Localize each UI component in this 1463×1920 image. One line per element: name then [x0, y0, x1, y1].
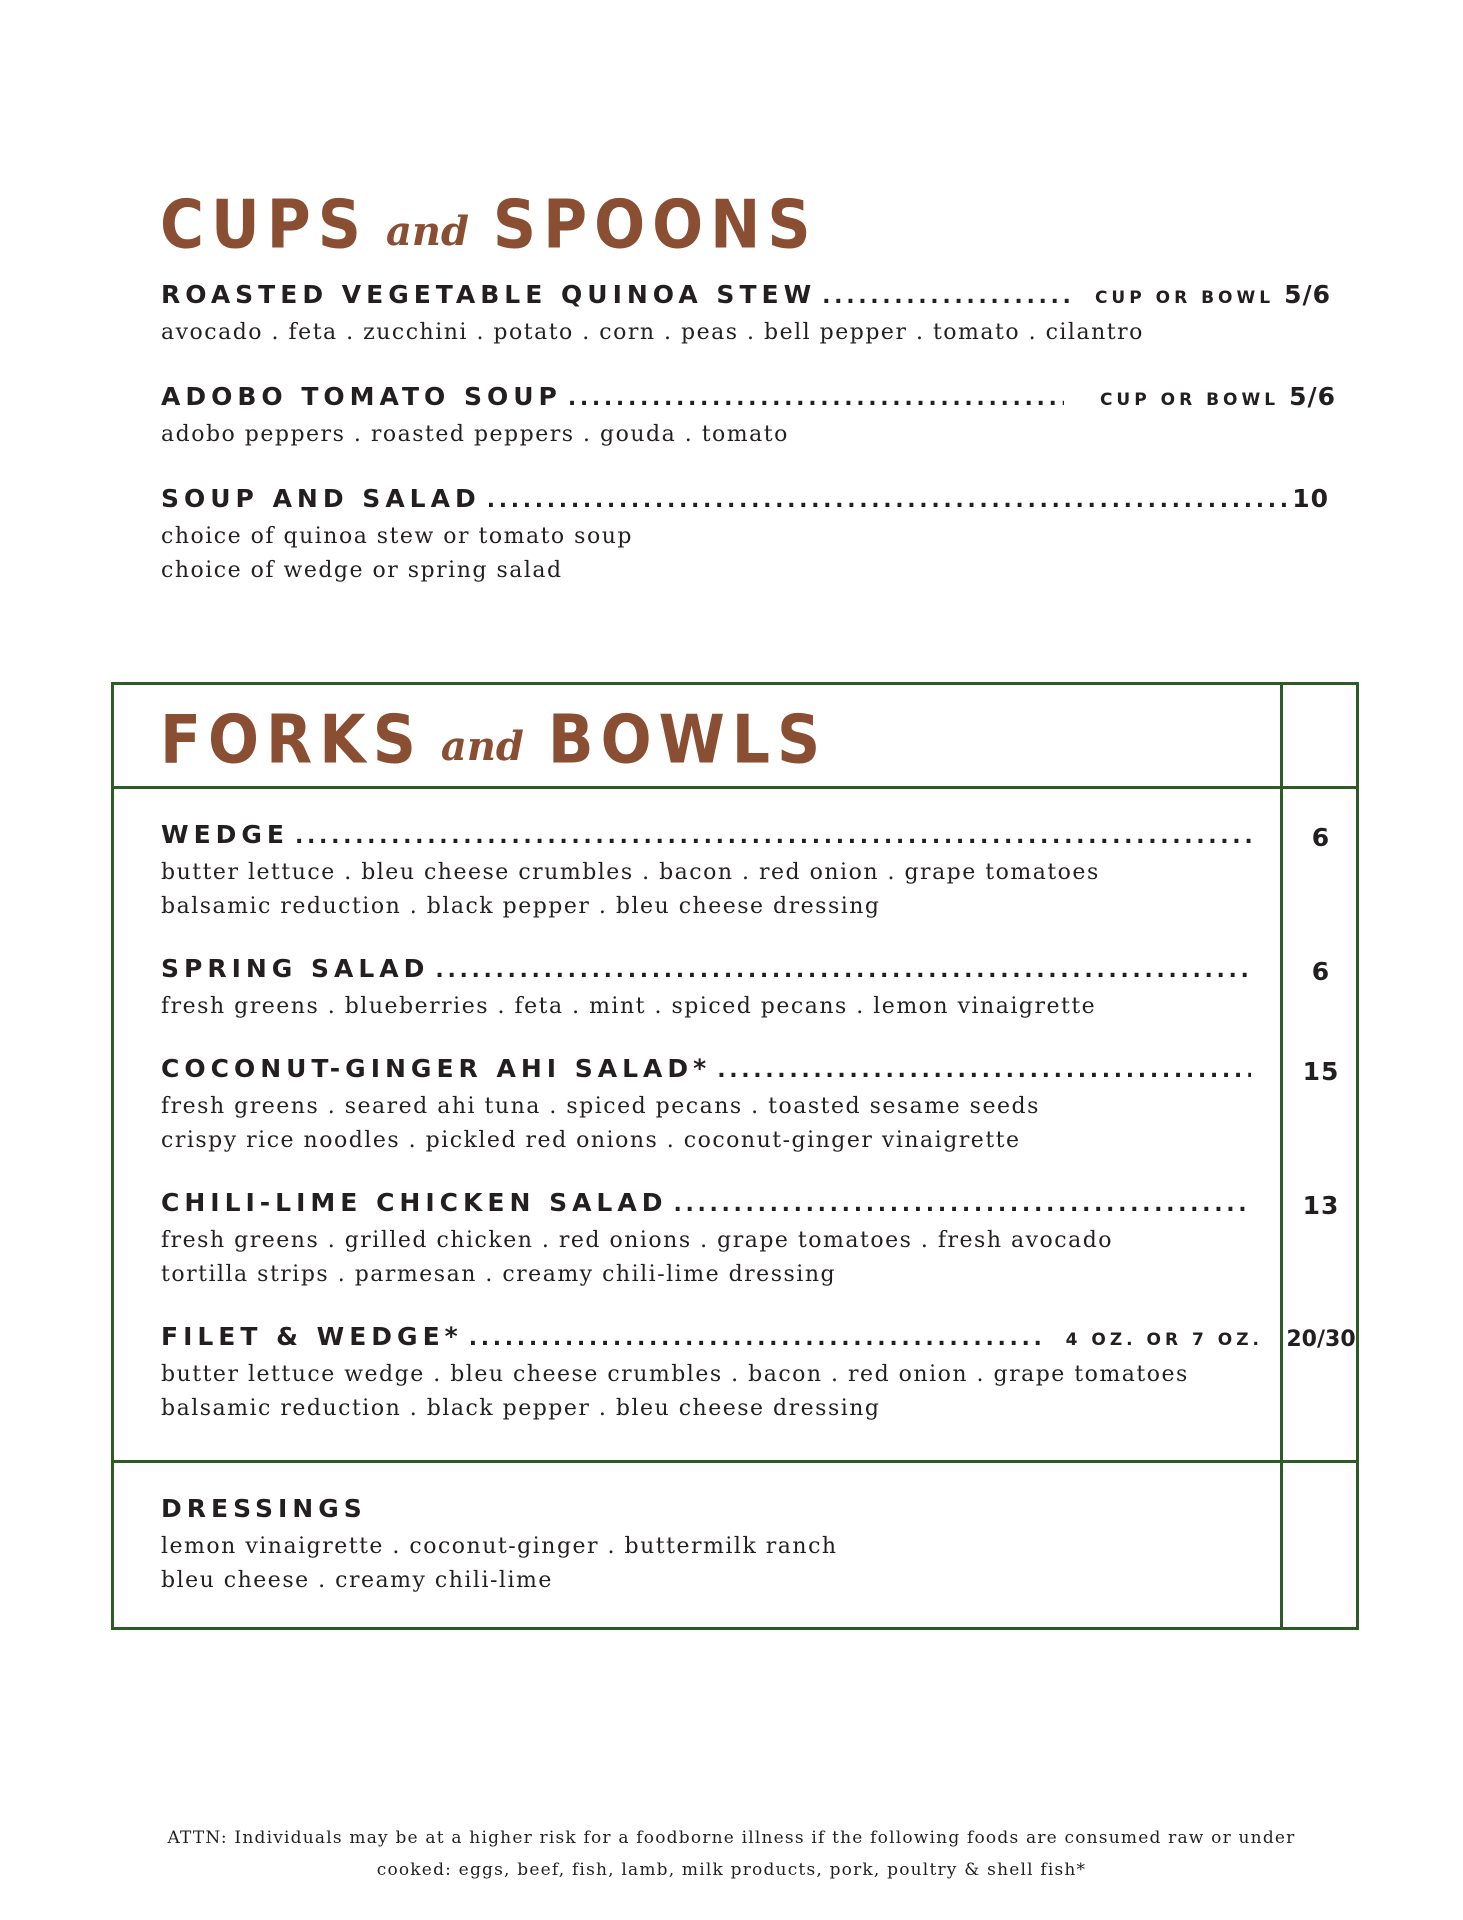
item-size: CUP OR BOWL [1099, 390, 1280, 410]
heading-bowls: BOWLS [547, 700, 828, 780]
item-price: 5/6 [1289, 382, 1336, 411]
item-description: avocado . feta . zucchini . potato . corn . peas . bell pepper . tomato . cilantro [161, 320, 1144, 345]
item-name: CHILI-LIME CHICKEN SALAD [161, 1188, 668, 1217]
price-ahi-salad: 15 [1302, 1057, 1340, 1086]
heading-spoons: SPOONS [492, 185, 818, 265]
price-wedge: 6 [1311, 823, 1331, 852]
item-name: SPRING SALAD [161, 954, 430, 983]
item-name: WEDGE [161, 820, 290, 849]
item-description: crispy rice noodles . pickled red onions . coconut-ginger vinaigrette [161, 1128, 1021, 1153]
heading-and: and [440, 723, 524, 770]
item-description: tortilla strips . parmesan . creamy chili-lime dressing [161, 1262, 837, 1287]
item-description: butter lettuce wedge . bleu cheese crumbles . bacon . red onion . grape tomatoes [161, 1362, 1189, 1387]
item-name: COCONUT-GINGER AHI SALAD* [161, 1054, 712, 1083]
item-name: ROASTED VEGETABLE QUINOA STEW [161, 280, 817, 309]
price-chicken-salad: 13 [1302, 1191, 1340, 1220]
item-size: CUP OR BOWL [1094, 288, 1275, 308]
dot-leader [487, 488, 1287, 513]
item-description: butter lettuce . bleu cheese crumbles . bacon . red onion . grape tomatoes [161, 860, 1100, 885]
item-description: choice of quinoa stew or tomato soup [161, 524, 633, 549]
heading-and: and [385, 208, 469, 255]
menu-item-spring-salad [161, 954, 1257, 1024]
price-spring-salad: 6 [1311, 957, 1331, 986]
menu-item-wedge [161, 820, 1257, 924]
dressings-description: lemon vinaigrette . coconut-ginger . buttermilk ranch [161, 1534, 838, 1559]
dressings-section [161, 1494, 1257, 1598]
menu-item-adobo-tomato-soup [161, 382, 1336, 452]
heading-cups: CUPS [160, 185, 368, 265]
dot-leader [822, 284, 1075, 309]
dressings-divider [111, 1460, 1359, 1463]
dot-leader [435, 958, 1251, 983]
forks-and-bowls-heading [160, 700, 828, 780]
item-price: 5/6 [1284, 280, 1331, 309]
item-name: FILET & WEDGE* [161, 1322, 463, 1351]
dressings-description: bleu cheese . creamy chili-lime [161, 1568, 553, 1593]
dot-leader [717, 1058, 1251, 1083]
item-name: ADOBO TOMATO SOUP [161, 382, 562, 411]
menu-item-soup-and-salad [161, 484, 1329, 588]
item-price: 10 [1292, 484, 1329, 513]
dot-leader [469, 1326, 1046, 1351]
item-description: balsamic reduction . black pepper . bleu cheese dressing [161, 1396, 881, 1421]
item-description: fresh greens . grilled chicken . red onions . grape tomatoes . fresh avocado [161, 1228, 1114, 1253]
item-description: fresh greens . blueberries . feta . mint . spiced pecans . lemon vinaigrette [161, 994, 1097, 1019]
menu-item-quinoa-stew [161, 280, 1331, 350]
dot-leader [295, 824, 1251, 849]
menu-item-ahi-salad [161, 1054, 1257, 1158]
item-description: adobo peppers . roasted peppers . gouda . tomato [161, 422, 789, 447]
menu-item-chicken-salad [161, 1188, 1257, 1292]
item-description: balsamic reduction . black pepper . bleu cheese dressing [161, 894, 881, 919]
dot-leader [568, 386, 1064, 411]
foodborne-illness-notice [0, 1822, 1463, 1886]
heading-forks: FORKS [160, 700, 423, 780]
notice-line: ATTN: Individuals may be at a higher risk for a foodborne illness if the following foods are consumed raw or under [167, 1828, 1296, 1848]
dressings-title: DRESSINGS [161, 1494, 367, 1523]
heading-divider [111, 786, 1359, 789]
menu-item-filet-and-wedge [161, 1322, 1263, 1426]
cups-and-spoons-heading [160, 185, 818, 265]
item-description: fresh greens . seared ahi tuna . spiced pecans . toasted sesame seeds [161, 1094, 1040, 1119]
dot-leader [673, 1192, 1251, 1217]
notice-line: cooked: eggs, beef, fish, lamb, milk products, pork, poultry & shell fish* [376, 1860, 1087, 1880]
item-size: 4 OZ. OR 7 OZ. [1065, 1330, 1263, 1350]
item-name: SOUP AND SALAD [161, 484, 481, 513]
price-filet-and-wedge: 20/30 [1286, 1327, 1356, 1352]
item-description: choice of wedge or spring salad [161, 558, 563, 583]
